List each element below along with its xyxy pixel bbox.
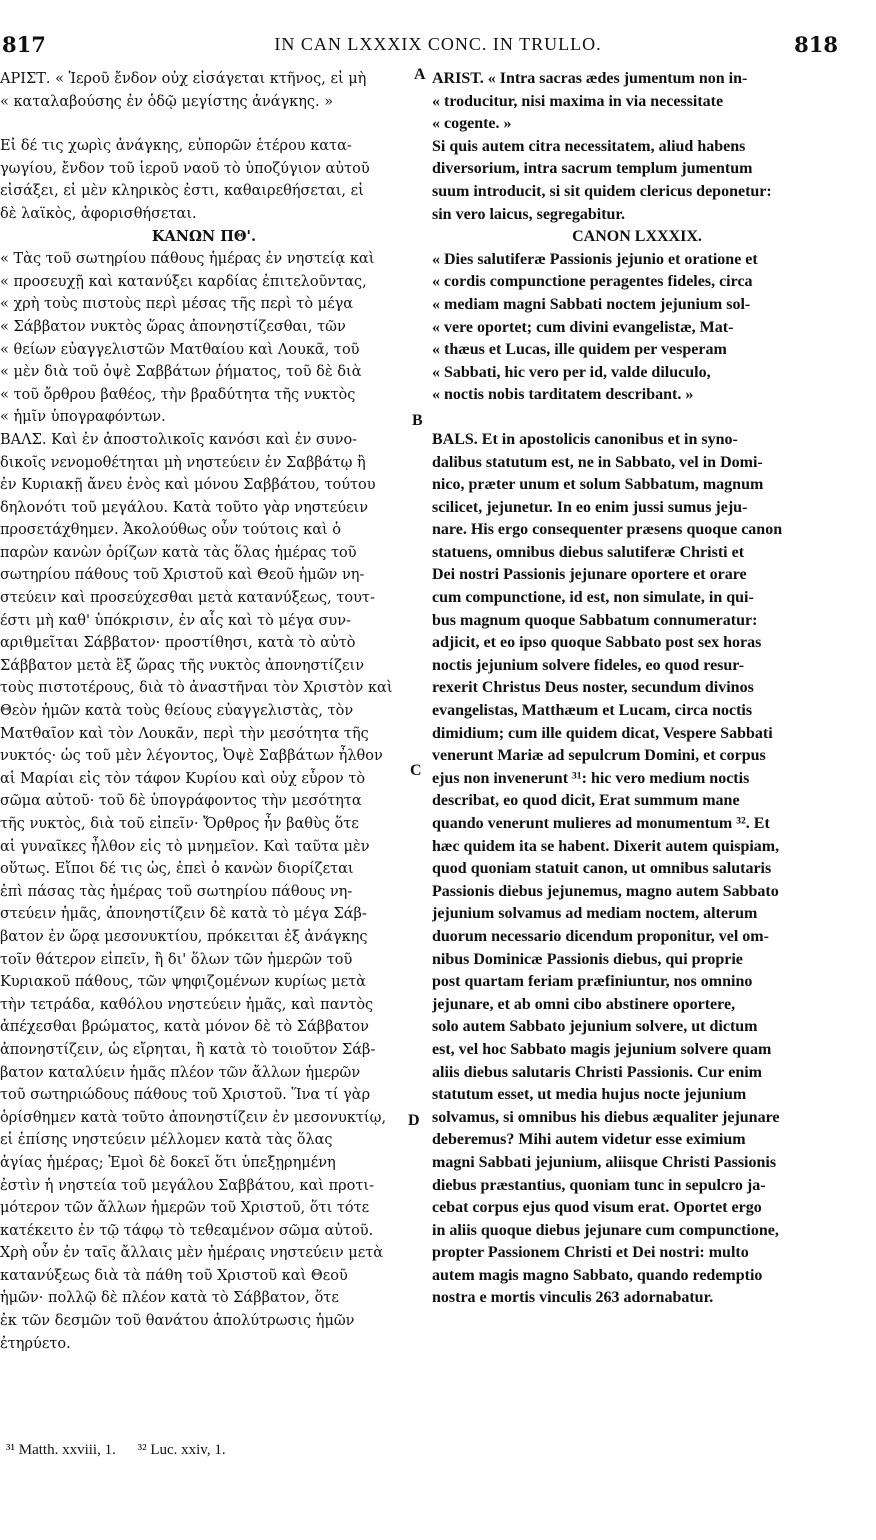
- margin-letter-b: B: [412, 412, 423, 429]
- text-line: βατον ἐν ὥρᾳ μεσονυκτίου, πρόκειται ἐξ ἀνάγκης: [0, 928, 368, 945]
- text-line: ἡμῶν· πολλῷ δὲ πλέον κατὰ τὸ Σάββατον, ὅτε: [0, 1290, 339, 1307]
- text-line: ἁγίας ἡμέρας; Ἐμοὶ δὲ δοκεῖ ὅτι ὑπεξῃρημένη: [0, 1154, 336, 1171]
- text-line: τῆς νυκτὸς, διὰ τοῦ εἰπεῖν· Ὄρθρος ἦν βαθὺς ὅτε: [0, 816, 359, 832]
- text-line: adjicit, et eo ipso quoque Sabbato post sex horas: [432, 634, 762, 652]
- footnote-32: ³² Luc. xxiv, 1.: [137, 1442, 226, 1458]
- text-line: « θείων εὐαγγελιστῶν Ματθαίου καὶ Λουκᾶ, τοῦ: [0, 341, 360, 358]
- text-line: δηλονότι τοῦ μεγάλου. Κατὰ τοῦτο γὰρ νηστεύειν: [0, 499, 369, 516]
- text-line: στεύειν ἡμᾶς, ἀπονηστίζειν δὲ κατὰ τὸ μέγα Σάβ-: [0, 906, 367, 923]
- text-line: « troducitur, nisi maxima in via necessitate: [432, 92, 724, 110]
- text-line: sin vero laicus, segregabitur.: [432, 205, 626, 223]
- text-line: Ματθαῖον καὶ τὸν Λουκᾶν, περὶ τὴν μεσότητα τῆς: [0, 725, 369, 742]
- margin-letter-d: D: [408, 1112, 420, 1129]
- text-line: « thæus et Lucas, ille quidem per vesperam: [432, 341, 727, 359]
- text-line: Passionis diebus jejunemus, magno autem Sabbato: [432, 882, 779, 900]
- text-line: « Dies salutiferæ Passionis jejunio et oratione et: [432, 250, 758, 268]
- text-line: αἱ Μαρίαι εἰς τὸν τάφον Κυρίου καὶ οὐχ εὗρον τὸ: [0, 770, 366, 787]
- text-line: « τοῦ ὄρθρου βαθέος, τὴν βραδύτητα τῆς νυκτὸς: [0, 386, 356, 403]
- text-line: δὲ λαϊκὸς, ἀφορισθήσεται.: [0, 205, 197, 222]
- text-line: « Τὰς τοῦ σωτηρίου πάθους ἡμέρας ἐν νηστείᾳ καὶ: [0, 251, 375, 268]
- text-line: noctis jejunium solvere fideles, eo quod resur-: [432, 656, 745, 674]
- text-line: suum introducit, si sit quidem clericus deponetur:: [432, 182, 772, 200]
- text-line: hæc quidem ita se habent. Dixerit autem quispiam,: [432, 837, 780, 855]
- text-line: aliis diebus salutaris Christi Passionis. Cur enim: [432, 1063, 762, 1081]
- text-line: Σάββατον μετὰ ἓξ ὥρας τῆς νυκτὸς ἀπονηστίζειν: [0, 657, 365, 674]
- text-line: ἐν Κυριακῇ ἄνευ ἑνὸς καὶ μόνου Σαββάτου, τούτου: [0, 477, 376, 494]
- text-line: Dei nostri Passionis jejunare oportere et orare: [432, 566, 747, 584]
- latin-column: [432, 68, 842, 1310]
- text-line: « vere oportet; cum divini evangelistæ, Mat-: [432, 318, 734, 336]
- text-line: jejunare, et ab omni cibo abstinere oportere,: [432, 995, 736, 1013]
- text-line: ΑΡΙΣΤ. « Ἱεροῦ ἔνδον οὐχ εἰσάγεται κτῆνος, εἰ μὴ: [0, 71, 367, 87]
- text-line: παρὼν κανὼν ὁρίζων κατὰ τὰς ὅλας ἡμέρας τοῦ: [0, 544, 357, 561]
- paragraph-gap: [432, 407, 842, 429]
- text-line: « μὲν διὰ τοῦ ὀψὲ Σαββάτων ῥήματος, τοῦ δὲ διὰ: [0, 364, 362, 381]
- text-line: bus magnum quoque Sabbatum connumeratur:: [432, 611, 758, 629]
- text-line: ἀπέχεσθαι βρώματος, κατὰ μόνον δὲ τὸ Σάββατον: [0, 1019, 369, 1036]
- text-line: diebus præstantius, quoniam tunc in sepulcro ja-: [432, 1176, 766, 1194]
- text-line: τοὺς πιστοτέρους, διὰ τὸ ἀναστῆναι τὸν Χριστὸν καὶ: [0, 680, 393, 697]
- text-line: κατανύξεως διὰ τὰ πάθη τοῦ Χριστοῦ καὶ Θεοῦ: [0, 1267, 348, 1284]
- text-line: « Σάββατον νυκτὸς ὥρας ἀπονηστίζεσθαι, τῶν: [0, 318, 346, 335]
- text-line: ὁρίσθημεν κατὰ τοῦτο ἀπονηστίζειν ἐν μεσονυκτίῳ,: [0, 1109, 387, 1126]
- text-line: « προσευχῇ καὶ κατανύξει καρδίας ἐπιτελοῦντας,: [0, 273, 367, 290]
- page-number-left: 817: [2, 32, 46, 57]
- text-line: ἐπὶ πάσας τὰς ἡμέρας τοῦ σωτηρίου πάθους νη-: [0, 883, 353, 900]
- text-line: nico, præter unum et solum Sabbatum, magnum: [432, 476, 764, 494]
- text-line: Εἰ δέ τις χωρὶς ἀνάγκης, εὐπορῶν ἑτέρου κατα-: [0, 138, 352, 155]
- text-line: σωτηρίου πάθους τοῦ Χριστοῦ καὶ Θεοῦ ἡμῶν νη-: [0, 567, 365, 584]
- text-line: « noctis nobis tarditatem describant. »: [432, 386, 694, 404]
- text-line: cum compunctione, id est, non simulate, in qui-: [432, 589, 754, 607]
- text-line: γωγίου, ἔνδον τοῦ ἱεροῦ ναοῦ τὸ ὑποζύγιον αὐτοῦ: [0, 160, 370, 177]
- text-line: duorum necessario dicendum proponitur, vel om-: [432, 927, 769, 945]
- text-line: αριθμεῖται Σάββατον· προστίθησι, κατὰ τὸ αὐτὸ: [0, 635, 356, 652]
- text-line: εἰσάξει, εἰ μὲν κληρικὸς ἐστι, καθαιρεθήσεται, εἰ: [0, 183, 364, 200]
- text-line: quando venerunt mulieres ad monumentum ³². Et: [432, 815, 770, 832]
- text-line: nibus Dominicæ Passionis diebus, qui proprie: [432, 950, 743, 968]
- text-line: statutum esset, ut media hujus nocte jejunium: [432, 1086, 747, 1104]
- paragraph-gap: [0, 113, 408, 135]
- text-line: « mediam magni Sabbati noctem jejunium sol-: [432, 295, 751, 313]
- text-line: στεύειν καὶ προσεύχεσθαι μετὰ κατανύξεως, τουτ-: [0, 590, 375, 607]
- text-line: σῶμα αὐτοῦ· τοῦ δὲ ὑπογράφοντος τὴν μεσότητα: [0, 793, 362, 810]
- text-line: ἐκ τῶν δεσμῶν τοῦ θανάτου ἀπολύτρωσις ἡμῶν: [0, 1313, 355, 1330]
- text-line: deberemus? Mihi autem videtur esse eximium: [432, 1131, 746, 1149]
- footnote-31: ³¹ Matth. xxviii, 1.: [6, 1442, 116, 1458]
- text-line: est, vel hoc Sabbato magis jejunium solvere quam: [432, 1040, 772, 1058]
- text-line: τὴν τετράδα, καθόλου νηστεύειν ἡμᾶς, καὶ παντὸς: [0, 996, 374, 1013]
- canon-heading: CANON LXXXIX.: [572, 228, 702, 246]
- running-title: IN CAN LXXXIX CONC. IN TRULLO.: [274, 34, 602, 54]
- text-line: Si quis autem citra necessitatem, aliud habens: [432, 137, 746, 155]
- footnotes: [6, 1442, 244, 1459]
- text-line: diversorium, intra sacrum templum jumentum: [432, 160, 753, 178]
- text-line: cebat corpus ejus quod visum erat. Oportet ergo: [432, 1199, 762, 1217]
- text-line: nostra e mortis vinculis 263 adornabatur.: [432, 1289, 714, 1307]
- text-line: Κυριακοῦ πάθους, τῶν ψηφιζομένων κυρίως μετὰ: [0, 974, 366, 991]
- text-line: προσετάχθημεν. Ἀκολούθως οὖν τούτοις καὶ ὁ: [0, 522, 342, 539]
- text-line: ARIST. « Intra sacras ædes jumentum non in-: [432, 70, 748, 87]
- page-number-right: 818: [794, 32, 838, 57]
- text-line: jejunium solvamus ad mediam noctem, alterum: [432, 905, 758, 923]
- text-line: post quartam feriam præfiniuntur, nos omnino: [432, 973, 753, 991]
- text-line: ἀπονηστίζειν, ὡς εἴρηται, ἢ κατὰ τὸ τοιοῦτον Σάβ-: [0, 1041, 376, 1058]
- text-line: νυκτός· ὡς τοῦ μὲν λέγοντος, Ὀψὲ Σαββάτων ἦλθον: [0, 748, 383, 765]
- text-line: μότερον τῶν ἄλλων ἡμερῶν τοῦ Χριστοῦ, ὅτι τότε: [0, 1200, 370, 1217]
- text-line: evangelistas, Matthæum et Lucam, circa noctis: [432, 702, 753, 720]
- text-line: magni Sabbati jejunium, aliisque Christi Passionis: [432, 1153, 777, 1171]
- text-line: τοῖν θάτερον εἰπεῖν, ἢ δι' ὅλων τῶν ἡμερῶν τοῦ: [0, 951, 353, 968]
- text-line: nare. His ergo consequenter præsens quoque canon: [432, 521, 783, 539]
- text-line: dimidium; cum ille quidem dicat, Vespere Sabbati: [432, 724, 773, 742]
- text-line: κατέκειτο ἐν τῷ τάφῳ τὸ τεθεαμένον σῶμα αὐτοῦ.: [0, 1222, 374, 1239]
- text-line: in aliis quoque diebus jejunare cum compunctione,: [432, 1221, 779, 1239]
- text-line: « χρὴ τοὺς πιστοὺς περὶ μέσας τῆς περὶ τὸ μέγα: [0, 296, 354, 313]
- page-header: [0, 30, 876, 60]
- text-line: αἱ γυναῖκες ἦλθον εἰς τὸ μνημεῖον. Καὶ ταῦτα μὲν: [0, 838, 370, 855]
- text-line: ejus non invenerunt ³¹: hic vero medium noctis: [432, 769, 750, 787]
- text-line: « cordis compunctione peragentes fideles, circa: [432, 273, 753, 291]
- text-line: « καταλαβούσης ἐν ὁδῷ μεγίστης ἀνάγκης. »: [0, 93, 334, 110]
- text-line: έστι μὴ καθ' ὑπόκρισιν, ἐν αἷς καὶ τὸ μέγα συν-: [0, 612, 351, 629]
- text-line: ἐστὶν ἡ νηστεία τοῦ μεγάλου Σαββάτου, καὶ προτι-: [0, 1177, 374, 1194]
- text-line: describat, eo quod dicit, Erat summum mane: [432, 792, 740, 810]
- text-line: « cogente. »: [432, 115, 512, 133]
- text-line: venerunt Mariæ ad sepulcrum Domini, et corpus: [432, 747, 766, 765]
- canon-heading: ΚΑΝΩΝ ΠΘ'.: [151, 227, 257, 245]
- text-line: solvamus, si omnibus his diebus æqualiter jejunare: [432, 1108, 780, 1126]
- text-line: οὕτως. Εἴποι δέ τις ὡς, ἐπεὶ ὁ κανὼν διορίζεται: [0, 861, 354, 878]
- text-line: ἐτηρύετο.: [0, 1335, 71, 1352]
- text-line: autem magis magno Sabbato, quando redemptio: [432, 1266, 763, 1284]
- text-line: « Sabbati, hic vero per id, valde diluculo,: [432, 363, 711, 381]
- text-line: rexerit Christus Deus noster, secundum divinos: [432, 679, 754, 697]
- text-line: solo autem Sabbato jejunium solvere, ut dictum: [432, 1018, 758, 1036]
- text-line: Χρὴ οὖν ἐν ταῖς ἄλλαις μὲν ἡμέραις νηστεύειν μετὰ: [0, 1245, 384, 1262]
- text-line: « ἡμῖν ὑπογραφόντων.: [0, 409, 166, 426]
- text-line: εἰ ἐπίσης νηστεύειν μέλλομεν κατὰ τὰς ὅλας: [0, 1132, 333, 1149]
- text-line: Θεὸν ἡμῶν κατὰ τοὺς θείους εὐαγγελιστὰς, τὸν: [0, 703, 354, 720]
- text-line: δικοῖς νενομοθέτηται μὴ νηστεύειν ἐν Σαββάτῳ ἢ: [0, 454, 366, 471]
- text-line: BALS. Et in apostolicis canonibus et in syno-: [432, 430, 738, 448]
- text-line: dalibus statutum est, ne in Sabbato, vel in Domi-: [432, 453, 763, 471]
- text-line: quod quoniam statuit canon, ut omnibus salutaris: [432, 860, 772, 878]
- greek-column: [0, 68, 408, 1355]
- text-line: scilicet, jejunetur. In eo enim jussi sumus jeju-: [432, 498, 748, 516]
- margin-letter-c: C: [410, 762, 422, 779]
- text-line: ΒΑΛΣ. Καὶ ἐν ἀποστολικοῖς κανόσι καὶ ἐν συνο-: [0, 431, 358, 448]
- text-line: statuens, omnibus diebus salutiferæ Christi et: [432, 543, 745, 561]
- text-line: propter Passionem Christi et Dei nostri: multo: [432, 1244, 749, 1262]
- text-line: τοῦ σωτηριώδους πάθους τοῦ Χριστοῦ. Ἵνα τί γὰρ: [0, 1087, 371, 1104]
- text-line: βατον καταλύειν ἡμᾶς πλέον τῶν ἄλλων ἡμερῶν: [0, 1064, 361, 1081]
- margin-letter-a: A: [414, 66, 426, 83]
